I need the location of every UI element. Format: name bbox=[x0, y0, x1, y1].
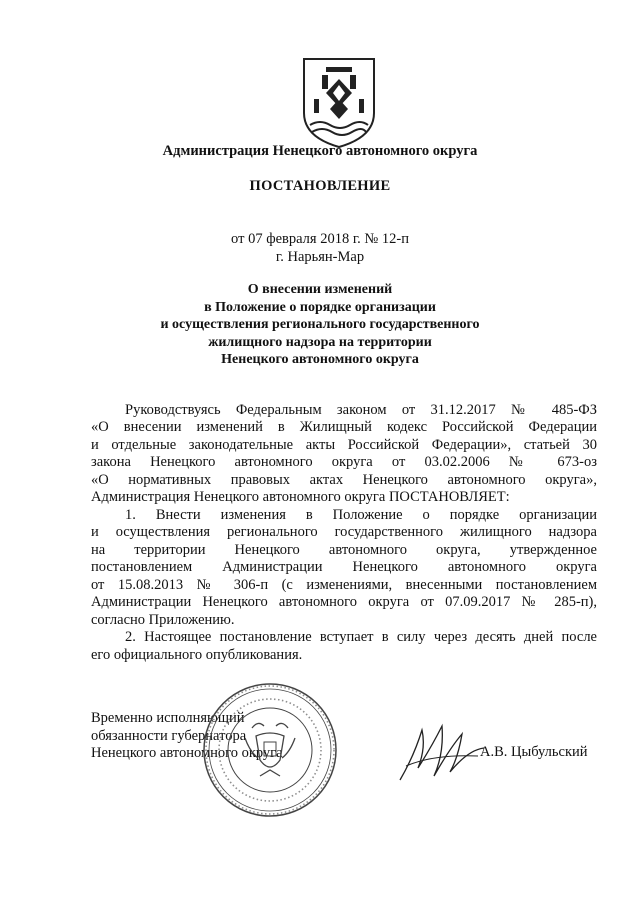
body-line: от 15.08.2013 № 306-п (с изменениями, внесенными постановлением bbox=[91, 577, 597, 593]
body-line: «О нормативных правовых актах Ненецкого автономного округа», bbox=[91, 472, 597, 488]
body-line: «О внесении изменений в Жилищный кодекс Российской Федерации bbox=[91, 419, 597, 435]
official-seal-icon bbox=[200, 680, 340, 820]
position-line: Временно исполняющий bbox=[91, 710, 245, 726]
subject-line: О внесении изменений bbox=[247, 282, 393, 297]
organization-title: Администрация Ненецкого автономного округа bbox=[162, 143, 478, 159]
body-line: закона Ненецкого автономного округа от 03.02.2006 № 673-оз bbox=[91, 454, 597, 470]
body-line: постановлением Администрации Ненецкого автономного округа bbox=[91, 559, 597, 575]
body-line: Администрация Ненецкого автономного округа ПОСТАНОВЛЯЕТ: bbox=[91, 489, 510, 505]
body-line: 1. Внести изменения в Положение о порядке организации bbox=[125, 507, 597, 523]
body-line: 2. Настоящее постановление вступает в силу через десять дней после bbox=[125, 629, 597, 645]
subject-line: в Положение о порядке организации bbox=[204, 299, 436, 315]
body-line: Администрации Ненецкого автономного округа от 07.09.2017 № 285-п), bbox=[91, 594, 597, 610]
subject-line: жилищного надзора на территории bbox=[208, 334, 432, 350]
body-line: и отдельные законодательные акты Российской Федерации», статьей 30 bbox=[91, 437, 597, 453]
body-line: Руководствуясь Федеральным законом от 31.12.2017 № 485-ФЗ bbox=[125, 402, 597, 418]
document-type: ПОСТАНОВЛЕНИЕ bbox=[249, 178, 391, 194]
position-line: Ненецкого автономного округа bbox=[91, 745, 283, 761]
coat-of-arms-icon bbox=[300, 55, 378, 150]
subject-line: Ненецкого автономного округа bbox=[221, 352, 419, 367]
document-subject bbox=[0, 281, 640, 369]
handwritten-signature-icon bbox=[392, 718, 492, 788]
body-line: и осуществления регионального государственного жилищного надзора bbox=[91, 524, 597, 540]
body-line: его официального опубликования. bbox=[91, 647, 303, 663]
signatory-name: А.В. Цыбульский bbox=[480, 744, 588, 760]
subject-line: и осуществления регионального государственного bbox=[160, 317, 480, 332]
body-line: согласно Приложению. bbox=[91, 612, 235, 628]
position-line: обязанности губернатора bbox=[91, 727, 247, 744]
city: г. Нарьян-Мар bbox=[275, 249, 365, 265]
date-number: от 07 февраля 2018 г. № 12-п bbox=[231, 231, 409, 247]
body-line: на территории Ненецкого автономного округа, утвержденное bbox=[91, 542, 597, 558]
